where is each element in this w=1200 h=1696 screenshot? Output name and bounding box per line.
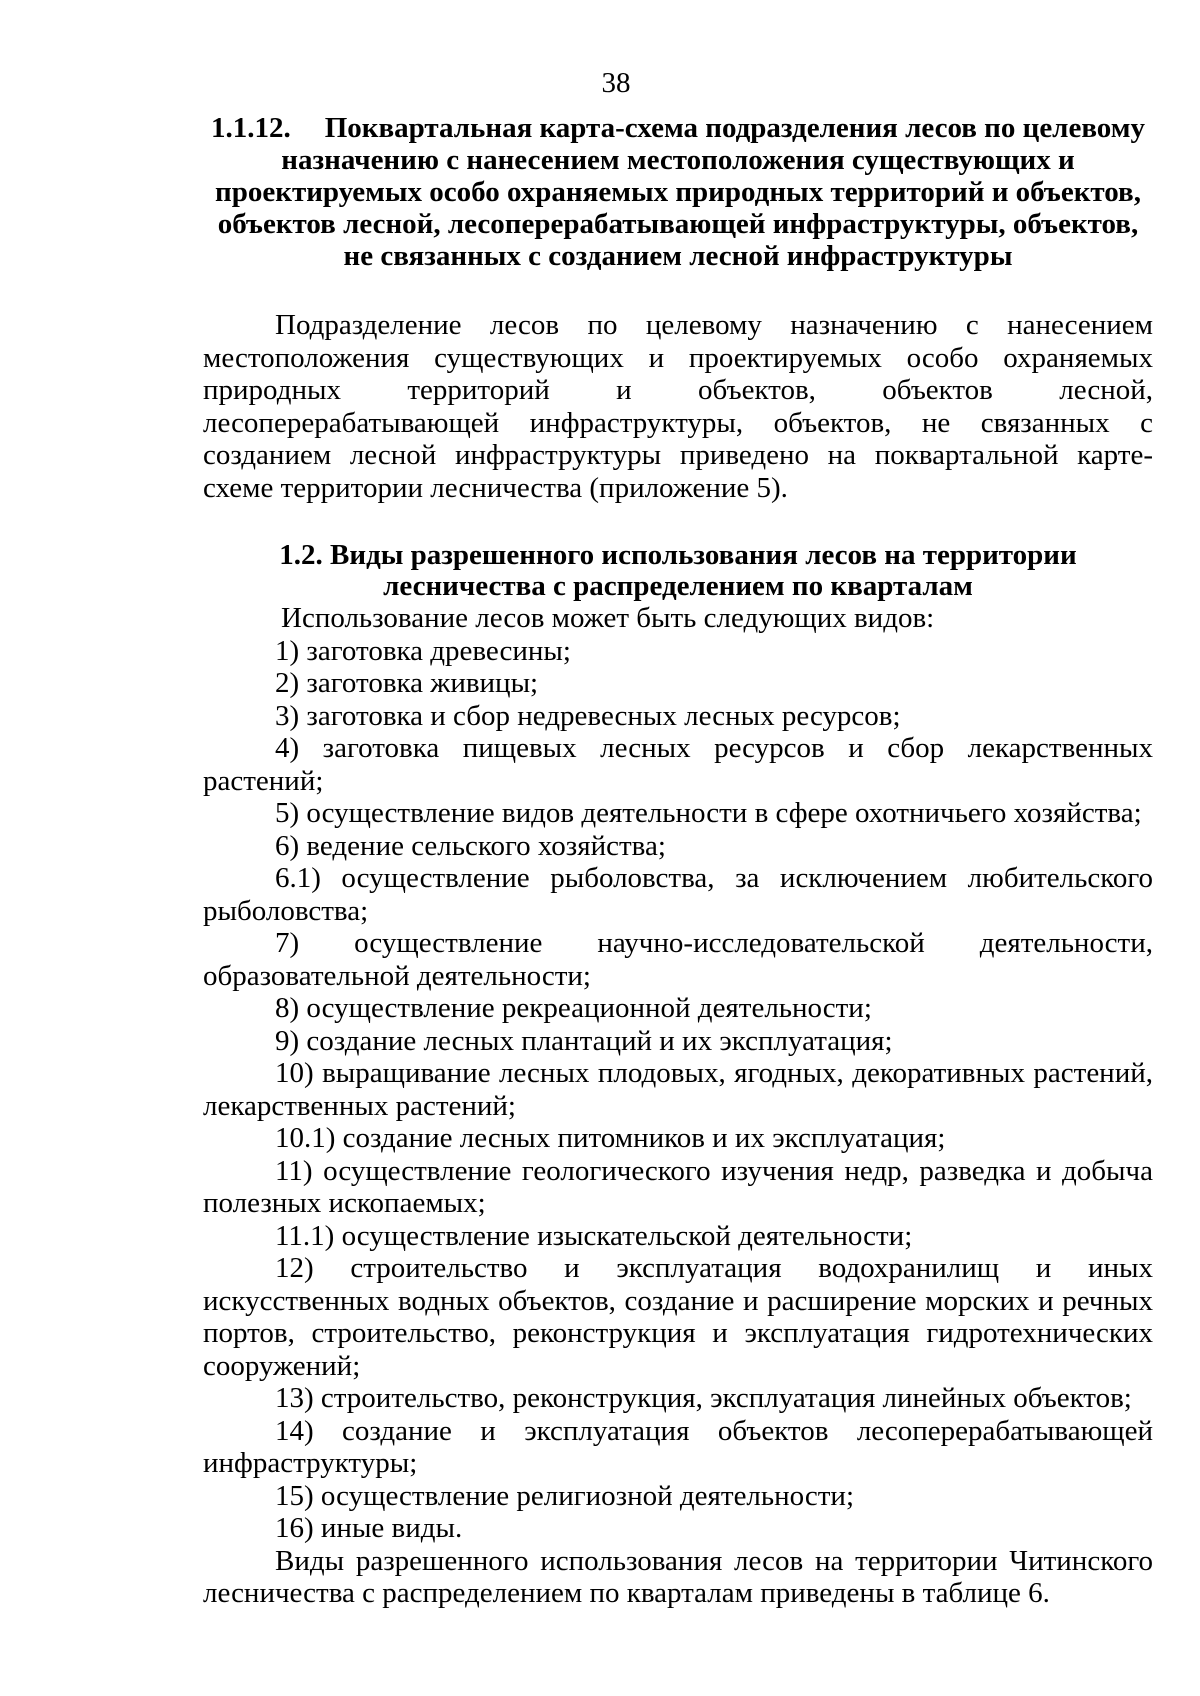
list-item: 2) заготовка живицы; — [275, 667, 539, 699]
list-item: 6.1) осуществление рыболовства, за исключением любительского рыболовства; — [203, 862, 1153, 927]
list-item: 7) осуществление научно-исследовательской деятельности, образовательной деятельности; — [203, 927, 1153, 992]
list-item: 10.1) создание лесных питомников и их эксплуатация; — [275, 1122, 946, 1154]
section-heading-1-1-12 — [203, 112, 1153, 272]
list-item: 4) заготовка пищевых лесных ресурсов и сбор лекарственных растений; — [203, 732, 1153, 797]
page-number: 38 — [601, 67, 631, 99]
section-heading-1-2: 1.2. Виды разрешенного использования лесов на территории лесничества с распределением по кварталам — [279, 539, 1077, 602]
list-item: 5) осуществление видов деятельности в сфере охотничьего хозяйства; — [275, 797, 1142, 829]
usage-types-list — [203, 602, 1153, 1610]
list-item: 8) осуществление рекреационной деятельности; — [275, 992, 872, 1024]
list-item: 14) создание и эксплуатация объектов лесоперерабатывающей инфраструктуры; — [203, 1414, 1153, 1479]
list-item: 3) заготовка и сбор недревесных лесных ресурсов; — [275, 699, 901, 732]
list-item: 10) выращивание лесных плодовых, ягодных, декоративных растений, лекарственных растений; — [203, 1057, 1153, 1122]
list-item: 12) строительство и эксплуатация водохранилищ и иных искусственных водных объектов, создание и расширение морских и речных портов, строительство, реконструкция и эксплуатация гидротехнических сооружений; — [203, 1252, 1153, 1382]
section-paragraph — [203, 309, 1153, 504]
list-intro: Использование лесов может быть следующих видов: — [281, 602, 935, 634]
section-title: Поквартальная карта-схема подразделения лесов по целевому назначению с нанесением местоположения существующих и проектируемых особо охраняемых природных территорий и объектов, объектов лесной, лесоперерабатывающей инфраструктуры, объектов, не связанных с созданием лесной инфраструктуры — [215, 112, 1145, 272]
list-item: 6) ведение сельского хозяйства; — [275, 829, 666, 862]
list-item: 11) осуществление геологического изучения недр, разведка и добыча полезных ископаемых; — [203, 1154, 1153, 1219]
section-number: 1.1.12. — [211, 112, 291, 144]
list-item: 11.1) осуществление изыскательской деятельности; — [275, 1219, 913, 1252]
closing-paragraph: Виды разрешенного использования лесов на территории Читинского лесничества с распределением по кварталам приведены в таблице 6. — [203, 1544, 1153, 1609]
list-item: 9) создание лесных плантаций и их эксплуатация; — [275, 1024, 893, 1057]
list-item: 16) иные виды. — [275, 1512, 463, 1544]
list-item: 13) строительство, реконструкция, эксплуатация линейных объектов; — [275, 1382, 1132, 1414]
list-item: 1) заготовка древесины; — [275, 634, 571, 667]
list-item: 15) осуществление религиозной деятельности; — [275, 1479, 854, 1512]
paragraph-text: Подразделение лесов по целевому назначению с нанесением местоположения существующих и проектируемых особо охраняемых природных территорий и объектов, объектов лесной, лесоперерабатывающей инфраструктуры, объектов, не связанных с созданием лесной инфраструктуры приведено на поквартальной карте-схеме территории лесничества (приложение 5). — [203, 309, 1153, 504]
